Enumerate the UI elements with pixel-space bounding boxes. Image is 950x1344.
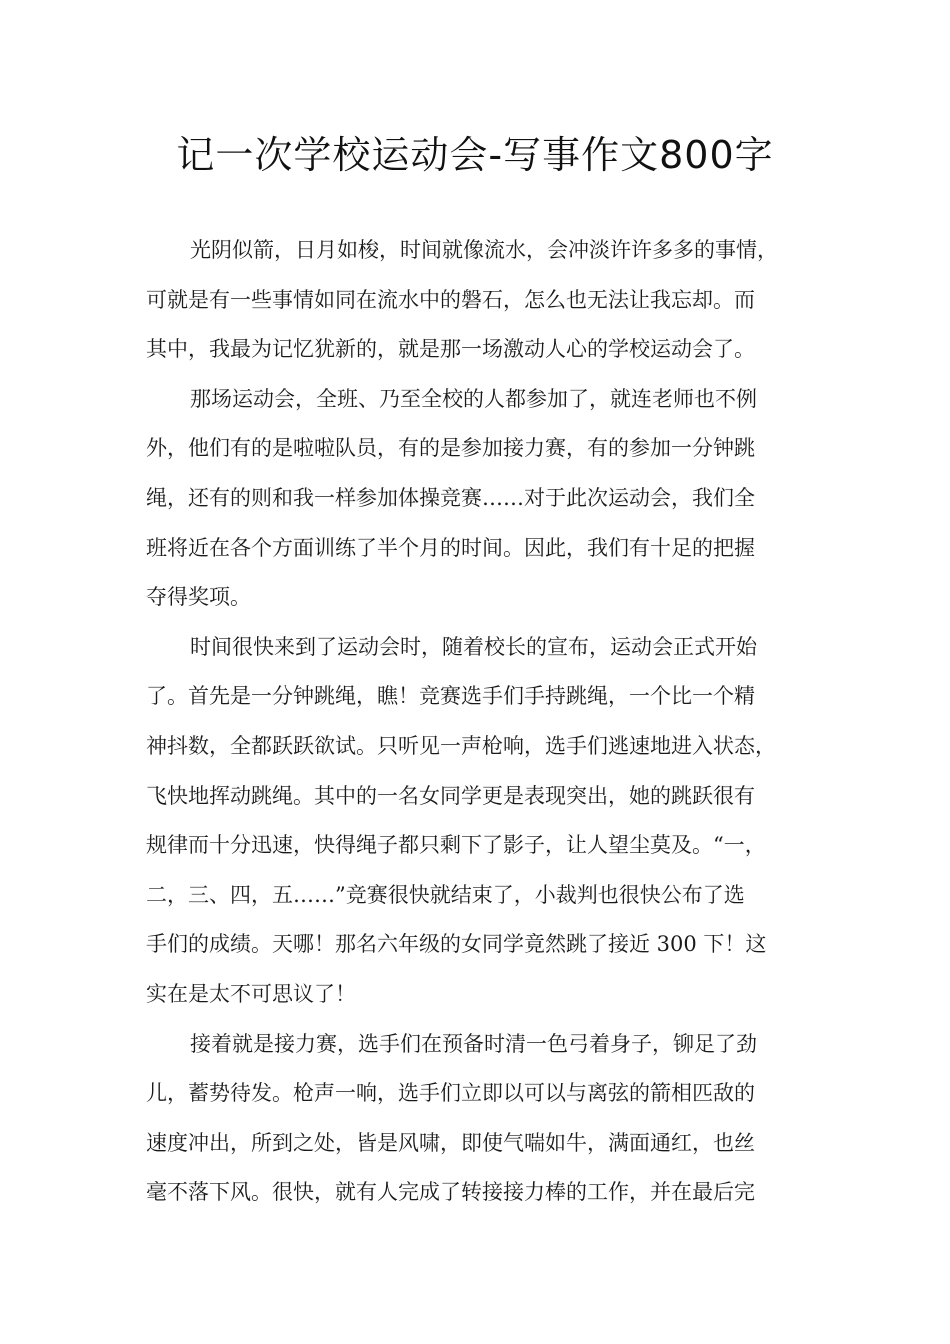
- text-line: 可就是有一些事情如同在流水中的磐石，怎么也无法让我忘却。而: [146, 287, 755, 312]
- paragraph-1: [146, 226, 830, 375]
- text-line: 夺得奖项。: [146, 585, 251, 610]
- text-line: 那场运动会，全班、乃至全校的人都参加了，就连老师也不例: [190, 386, 757, 411]
- text-line: 速度冲出，所到之处，皆是风啸，即使气喘如牛，满面通红，也丝: [146, 1130, 755, 1155]
- text-line: 毫不落下风。很快，就有人完成了转接接力棒的工作，并在最后完: [146, 1180, 755, 1205]
- text-line: 神抖数，全都跃跃欲试。只听见一声枪响，选手们逃速地进入状态，: [146, 733, 776, 758]
- text-line: 其中，我最为记忆犹新的，就是那一场激动人心的学校运动会了。: [146, 337, 755, 362]
- text-line: 规律而十分迅速，快得绳子都只剩下了影子，让人望尘莫及。“一，: [146, 833, 766, 858]
- text-line: 二，三、四，五……”竞赛很快就结束了，小裁判也很快公布了选: [146, 882, 745, 907]
- text-line: 儿，蓄势待发。枪声一响，选手们立即以可以与离弦的箭相匹敌的: [146, 1081, 755, 1106]
- text-line: 光阴似箭，日月如梭，时间就像流水，会冲淡许许多多的事情，: [190, 238, 778, 262]
- paragraph-2: [146, 375, 830, 623]
- text-line: 时间很快来到了运动会时，随着校长的宣布，运动会正式开始: [190, 634, 757, 659]
- text-line: 绳，还有的则和我一样参加体操竞赛……对于此次运动会，我们全: [146, 485, 755, 510]
- text-line: 接着就是接力赛，选手们在预备时清一色弓着身子，铆足了劲: [190, 1031, 757, 1056]
- paragraph-3: [146, 623, 830, 1020]
- text-line: 外，他们有的是啦啦队员，有的是参加接力赛，有的参加一分钟跳: [146, 436, 755, 461]
- text-line: 班将近在各个方面训练了半个月的时间。因此，我们有十足的把握: [146, 535, 755, 560]
- paragraph-4: [146, 1020, 830, 1218]
- text-line: 手们的成绩。天哪！那名六年级的女同学竟然跳了接近 300 下！这: [146, 932, 767, 957]
- text-line: 实在是太不可思议了！: [146, 981, 356, 1006]
- document-title: 记一次学校运动会-写事作文800字: [176, 133, 774, 177]
- text-line: 飞快地挥动跳绳。其中的一名女同学更是表现突出，她的跳跃很有: [146, 783, 755, 808]
- text-line: 了。首先是一分钟跳绳，瞧！竞赛选手们手持跳绳，一个比一个精: [146, 684, 755, 709]
- document-body: [146, 226, 830, 1218]
